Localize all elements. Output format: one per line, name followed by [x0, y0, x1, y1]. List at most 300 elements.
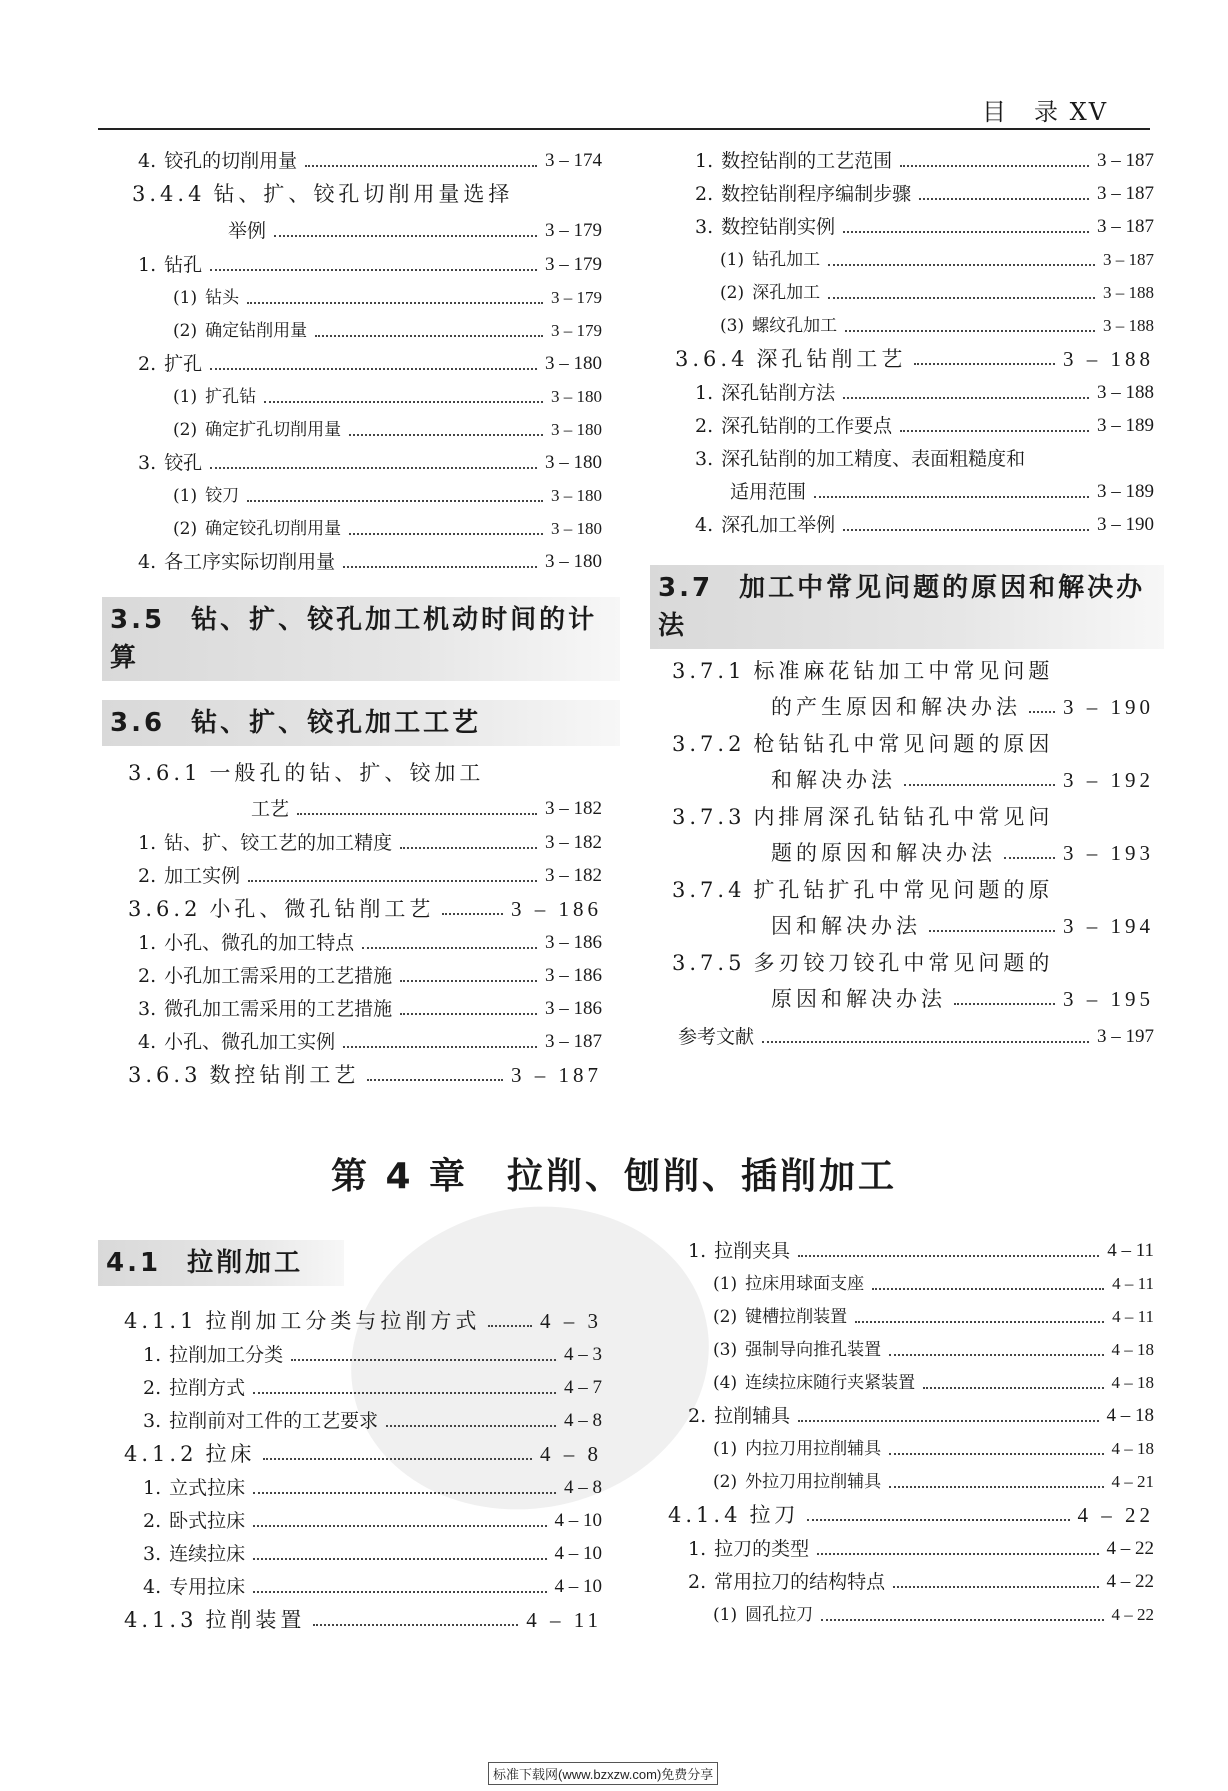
toc-entry-title: 拉削前对工件的工艺要求: [169, 1410, 379, 1432]
toc-entry-number: 1.: [688, 1538, 707, 1560]
toc-entry-title: 深孔加工: [752, 283, 821, 303]
toc-entry-page: 3 – 179: [551, 321, 602, 340]
toc-entry-title: 拉床: [205, 1442, 256, 1466]
toc-entry-number: (3): [720, 316, 745, 336]
toc-entry-number: (1): [173, 288, 198, 308]
toc-entry: [688, 1571, 1154, 1593]
toc-leader-dots: [843, 397, 1089, 399]
toc-left-bottom: [98, 762, 602, 1102]
toc-entry-title: 因和解决办法: [771, 914, 921, 938]
toc-leader-dots: [400, 847, 537, 849]
toc-entry-page: 3 – 182: [545, 798, 602, 819]
toc-entry-number: 3.7.2: [672, 732, 746, 756]
toc-entry-number: (2): [173, 420, 198, 440]
toc-ch4-left: [98, 1225, 602, 1645]
toc-entry-number: 3.: [695, 448, 714, 470]
toc-entry: [713, 1372, 1154, 1394]
toc-entry: [173, 287, 602, 309]
toc-entry-page: 3 – 189: [1097, 481, 1154, 502]
toc-entry-title: 加工实例: [164, 865, 241, 887]
toc-leader-dots: [954, 1003, 1055, 1005]
toc-entry-page: 4 – 22: [1106, 1538, 1154, 1559]
toc-entry-title: 深孔钻削方法: [721, 382, 836, 404]
toc-leader-dots: [855, 1321, 1104, 1323]
toc-leader-dots: [253, 1492, 556, 1494]
toc-entry-title: 深孔钻削的加工精度、表面粗糙度和: [721, 448, 1026, 470]
toc-entry-page: 3 – 180: [551, 519, 602, 538]
toc-entry-title: 扩孔钻扩孔中常见问题的原: [753, 878, 1054, 902]
toc-entry: [713, 1273, 1154, 1295]
toc-entry-number: 1.: [688, 1240, 707, 1262]
toc-entry-page: 4 – 11: [526, 1608, 602, 1632]
toc-leader-dots: [343, 566, 537, 568]
toc-entry: [132, 183, 602, 205]
toc-leader-dots: [807, 1519, 1069, 1521]
toc-leader-dots: [386, 1425, 556, 1427]
toc-entry: [763, 769, 1154, 791]
toc-leader-dots: [247, 302, 543, 304]
toc-entry-number: 4.1.2: [124, 1442, 198, 1466]
toc-entry-title: 确定扩孔切削用量: [205, 420, 342, 440]
toc-entry: [124, 1609, 602, 1631]
toc-leader-dots: [889, 1354, 1103, 1356]
toc-entry-title: 钻、扩、铰工艺的加工精度: [164, 832, 393, 854]
toc-entry-number: (2): [720, 283, 745, 303]
toc-entry-page: 3 – 180: [545, 452, 602, 473]
toc-entry-page: 3 – 186: [545, 965, 602, 986]
toc-entry-page: 3 – 180: [545, 551, 602, 572]
toc-entry: [695, 382, 1154, 404]
toc-entry: [173, 419, 602, 441]
toc-entry-page: 3 – 190: [1063, 695, 1154, 719]
toc-entry-page: 4 – 8: [564, 1410, 602, 1431]
toc-entry-title: 题的原因和解决办法: [771, 841, 996, 865]
toc-entry: [138, 998, 602, 1020]
toc-entry: [720, 315, 1154, 337]
toc-leader-dots: [904, 784, 1055, 786]
toc-entry-title: 小孔、微孔钻削工艺: [209, 897, 435, 921]
toc-leader-dots: [367, 1079, 503, 1081]
toc-leader-dots: [1029, 711, 1055, 713]
toc-entry-number: 2.: [695, 183, 714, 205]
toc-entry-page: 3 – 182: [545, 865, 602, 886]
toc-entry: [675, 348, 1154, 370]
toc-leader-dots: [297, 813, 537, 815]
toc-leader-dots: [313, 1624, 518, 1626]
section-3-7: [650, 565, 1164, 649]
toc-left-top: [98, 150, 602, 590]
toc-entry-page: 4 – 11: [1112, 1274, 1154, 1293]
toc-entry-number: 2.: [695, 415, 714, 437]
toc-entry-number: (2): [713, 1307, 738, 1327]
toc-entry-page: 3 – 190: [1097, 514, 1154, 535]
toc-entry-page: 3 – 186: [545, 998, 602, 1019]
toc-entry-page: 4 – 3: [540, 1309, 602, 1333]
toc-entry-title: 铰孔: [164, 452, 203, 474]
toc-entry-title: 和解决办法: [771, 768, 896, 792]
toc-leader-dots: [845, 330, 1095, 332]
toc-entry: [124, 1310, 602, 1332]
toc-leader-dots: [247, 500, 543, 502]
toc-entry: [713, 1339, 1154, 1361]
toc-leader-dots: [821, 1619, 1103, 1621]
toc-entry-title: 螺纹孔加工: [752, 316, 838, 336]
toc-leader-dots: [817, 1553, 1098, 1555]
toc-leader-dots: [274, 235, 537, 237]
toc-entry: [143, 1410, 602, 1432]
toc-entry-title: 标准麻花钻加工中常见问题: [753, 659, 1054, 683]
toc-entry-page: 3 – 187: [1097, 183, 1154, 204]
toc-leader-dots: [1004, 857, 1055, 859]
toc-entry-number: 4.1.4: [668, 1503, 742, 1527]
toc-entry-page: 3 – 193: [1063, 841, 1154, 865]
toc-entry: [128, 898, 602, 920]
toc-entry-page: 3 – 174: [545, 150, 602, 171]
toc-entry: [668, 1504, 1154, 1526]
toc-entry-title: 拉削方式: [169, 1377, 246, 1399]
toc-entry: [143, 1576, 602, 1598]
toc-entry-number: 4.1.3: [124, 1608, 198, 1632]
toc-entry-page: 3 – 187: [545, 1031, 602, 1052]
toc-entry: [143, 1344, 602, 1366]
toc-entry-page: 4 – 22: [1111, 1605, 1154, 1624]
toc-entry-title: 铰孔的切削用量: [164, 150, 298, 172]
toc-entry-page: 3 – 195: [1063, 987, 1154, 1011]
toc-entry-page: 3 – 187: [511, 1063, 602, 1087]
toc-entry-title: 钻、扩、铰孔切削用量选择: [213, 182, 514, 206]
toc-entry: [138, 551, 602, 573]
toc-entry-title: 举例: [228, 220, 267, 242]
toc-entry: [138, 150, 602, 172]
toc-leader-dots: [263, 1458, 532, 1460]
toc-entry-title: 确定铰孔切削用量: [205, 519, 342, 539]
toc-entry-number: 4.1.1: [124, 1309, 198, 1333]
toc-entry-title: 圆孔拉刀: [745, 1605, 814, 1625]
toc-right-bottom: [650, 660, 1154, 1060]
toc-entry-page: 3 – 182: [545, 832, 602, 853]
toc-leader-dots: [349, 533, 543, 535]
toc-entry-number: (4): [713, 1373, 738, 1393]
toc-entry-page: 4 – 7: [564, 1377, 602, 1398]
toc-entry-number: (1): [173, 387, 198, 407]
toc-entry-page: 4 – 3: [564, 1344, 602, 1365]
section-4-1-number: 4.1: [106, 1248, 162, 1278]
toc-entry-page: 4 – 22: [1106, 1571, 1154, 1592]
toc-entry-number: (2): [713, 1472, 738, 1492]
toc-entry-title: 连续拉床随行夹紧装置: [745, 1373, 916, 1393]
toc-entry-number: 4.: [138, 1031, 157, 1053]
toc-ch4-right: [668, 1225, 1154, 1645]
toc-leader-dots: [798, 1255, 1099, 1257]
toc-entry: [713, 1471, 1154, 1493]
toc-entry-number: (3): [713, 1340, 738, 1360]
section-3-5-title: 钻、扩、铰孔加工机动时间的计算: [110, 605, 598, 673]
toc-entry-number: 3.: [143, 1410, 162, 1432]
toc-entry-title: 枪钻钻孔中常见问题的原因: [753, 732, 1054, 756]
toc-entry-title: 内排屑深孔钻钻孔中常见问: [753, 805, 1054, 829]
toc-entry: [695, 183, 1154, 205]
chapter-title: 第 4 章 拉削、刨削、插削加工: [330, 1156, 898, 1197]
toc-entry-title: 多刃铰刀铰孔中常见问题的: [753, 951, 1054, 975]
toc-leader-dots: [893, 1586, 1098, 1588]
toc-entry: [672, 952, 1154, 974]
toc-entry-title: 外拉刀用拉削辅具: [745, 1472, 882, 1492]
toc-entry-title: 微孔加工需采用的工艺措施: [164, 998, 393, 1020]
toc-right-top: [650, 150, 1154, 550]
toc-entry: [688, 1240, 1154, 1262]
section-3-6-title: 钻、扩、铰孔加工工艺: [191, 708, 482, 738]
toc-entry: [173, 320, 602, 342]
toc-entry-title: 强制导向推孔装置: [745, 1340, 882, 1360]
toc-entry-number: 2.: [138, 353, 157, 375]
section-3-5-number: 3.5: [110, 605, 166, 635]
toc-entry-page: 3 – 186: [511, 897, 602, 921]
toc-entry-title: 小孔加工需采用的工艺措施: [164, 965, 393, 987]
toc-entry-number: 3.: [695, 216, 714, 238]
toc-leader-dots: [349, 434, 543, 436]
toc-entry-title: 钻孔加工: [752, 250, 821, 270]
toc-entry: [722, 481, 1154, 503]
toc-entry-number: 1.: [143, 1477, 162, 1499]
toc-entry-title: 小孔、微孔加工实例: [164, 1031, 336, 1053]
toc-entry-page: 4 – 8: [564, 1477, 602, 1498]
toc-entry-title: 拉刀的类型: [714, 1538, 810, 1560]
toc-entry-page: 3 – 188: [1103, 316, 1154, 335]
toc-leader-dots: [923, 1387, 1103, 1389]
toc-entry-title: 深孔钻削的工作要点: [721, 415, 893, 437]
toc-entry: [688, 1405, 1154, 1427]
toc-entry: [138, 932, 602, 954]
toc-entry-number: 3.6.1: [128, 761, 202, 785]
toc-entry: [143, 1543, 602, 1565]
toc-entry-page: 3 – 180: [545, 353, 602, 374]
toc-entry-page: 4 – 18: [1111, 1439, 1154, 1458]
toc-entry-number: 1.: [695, 150, 714, 172]
toc-entry-page: 4 – 11: [1112, 1307, 1154, 1326]
toc-entry-page: 3 – 179: [551, 288, 602, 307]
toc-entry-title: 确定钻削用量: [205, 321, 308, 341]
toc-entry-title: 拉削辅具: [714, 1405, 791, 1427]
toc-entry-title: 数控钻削的工艺范围: [721, 150, 893, 172]
toc-entry-title: 连续拉床: [169, 1543, 246, 1565]
toc-entry-number: 3.4.4: [132, 182, 206, 206]
toc-entry-title: 常用拉刀的结构特点: [714, 1571, 886, 1593]
toc-leader-dots: [919, 198, 1089, 200]
toc-entry-number: 2.: [688, 1405, 707, 1427]
toc-entry-page: 4 – 18: [1111, 1340, 1154, 1359]
toc-leader-dots: [210, 368, 537, 370]
toc-entry-number: 2.: [688, 1571, 707, 1593]
toc-entry-title: 深孔加工举例: [721, 514, 836, 536]
toc-entry-number: 2.: [143, 1510, 162, 1532]
section-3-5: [102, 597, 620, 681]
toc-entry: [763, 988, 1154, 1010]
toc-leader-dots: [253, 1525, 546, 1527]
toc-entry: [672, 879, 1154, 901]
toc-entry: [672, 806, 1154, 828]
toc-entry-title: 小孔、微孔的加工特点: [164, 932, 355, 954]
toc-entry-title: 各工序实际切削用量: [164, 551, 336, 573]
toc-leader-dots: [872, 1288, 1104, 1290]
toc-leader-dots: [210, 269, 537, 271]
toc-entry: [695, 216, 1154, 238]
toc-entry-page: 3 – 187: [1097, 216, 1154, 237]
toc-entry-title: 数控钻削实例: [721, 216, 836, 238]
toc-entry-number: 4.: [695, 514, 714, 536]
toc-entry-page: 4 – 10: [554, 1576, 602, 1597]
toc-entry-page: 3 – 187: [1103, 250, 1154, 269]
toc-leader-dots: [253, 1392, 556, 1394]
toc-entry: [695, 514, 1154, 536]
toc-entry-number: (1): [713, 1439, 738, 1459]
toc-entry-number: 1.: [695, 382, 714, 404]
toc-entry-page: 4 – 22: [1077, 1503, 1154, 1527]
toc-leader-dots: [929, 930, 1055, 932]
toc-entry: [713, 1604, 1154, 1626]
toc-entry: [243, 798, 602, 820]
toc-entry-page: 3 – 194: [1063, 914, 1154, 938]
toc-entry-number: 3.6.3: [128, 1063, 202, 1087]
toc-entry-title: 的产生原因和解决办法: [771, 695, 1021, 719]
toc-leader-dots: [900, 430, 1089, 432]
toc-entry-number: 3.: [143, 1543, 162, 1565]
toc-entry: [713, 1306, 1154, 1328]
toc-entry-number: 3.7.4: [672, 878, 746, 902]
toc-entry: [688, 1538, 1154, 1560]
toc-entry-title: 专用拉床: [169, 1576, 246, 1598]
toc-entry: [695, 415, 1154, 437]
toc-leader-dots: [814, 496, 1089, 498]
toc-entry-number: (1): [713, 1274, 738, 1294]
toc-entry-page: 4 – 21: [1111, 1472, 1154, 1491]
toc-entry-title: 一般孔的钻、扩、铰加工: [209, 761, 485, 785]
section-3-7-number: 3.7: [658, 573, 714, 603]
toc-entry-title: 拉床用球面支座: [745, 1274, 865, 1294]
toc-entry: [720, 249, 1154, 271]
toc-entry-title: 适用范围: [730, 481, 807, 503]
toc-leader-dots: [762, 1041, 1089, 1043]
toc-entry-title: 深孔钻削工艺: [756, 347, 907, 371]
toc-leader-dots: [798, 1420, 1098, 1422]
toc-entry-title: 原因和解决办法: [771, 987, 946, 1011]
toc-entry: [138, 452, 602, 474]
toc-entry-title: 拉削加工分类与拉削方式: [205, 1309, 481, 1333]
toc-entry-number: 4.: [138, 150, 157, 172]
toc-leader-dots: [343, 1046, 537, 1048]
toc-entry-title: 扩孔: [164, 353, 203, 375]
section-3-6-number: 3.6: [110, 708, 166, 738]
toc-leader-dots: [828, 264, 1095, 266]
toc-entry-page: 3 – 188: [1063, 347, 1154, 371]
toc-entry: [173, 386, 602, 408]
toc-entry: [138, 832, 602, 854]
toc-leader-dots: [253, 1558, 546, 1560]
toc-entry: [128, 1064, 602, 1086]
toc-entry-title: 数控钻削工艺: [209, 1063, 360, 1087]
toc-leader-dots: [210, 467, 537, 469]
toc-entry: [672, 733, 1154, 755]
toc-entry-title: 拉削加工分类: [169, 1344, 284, 1366]
toc-entry: [138, 865, 602, 887]
toc-entry-title: 工艺: [251, 798, 290, 820]
toc-entry-title: 拉削装置: [205, 1608, 306, 1632]
toc-entry-number: 4.: [143, 1576, 162, 1598]
toc-leader-dots: [315, 335, 543, 337]
toc-entry-number: 2.: [138, 965, 157, 987]
toc-entry-number: 3.6.4: [675, 347, 749, 371]
toc-entry: [220, 220, 602, 242]
section-4-1-title: 拉削加工: [187, 1248, 304, 1278]
toc-entry-title: 数控钻削程序编制步骤: [721, 183, 912, 205]
toc-entry-page: 4 – 8: [540, 1442, 602, 1466]
toc-entry: [128, 762, 602, 784]
toc-entry: [173, 485, 602, 507]
toc-entry-page: 4 – 10: [554, 1543, 602, 1564]
toc-entry-number: (2): [173, 321, 198, 341]
toc-entry-number: 1.: [138, 832, 157, 854]
toc-leader-dots: [264, 401, 543, 403]
toc-entry-number: 1.: [138, 932, 157, 954]
toc-entry: [138, 965, 602, 987]
toc-entry-page: 3 – 179: [545, 220, 602, 241]
toc-entry: [138, 1031, 602, 1053]
toc-entry-page: 3 – 192: [1063, 768, 1154, 792]
header-rule: [98, 128, 1150, 130]
toc-entry-number: 3.7.3: [672, 805, 746, 829]
toc-entry-page: 4 – 10: [554, 1510, 602, 1531]
toc-entry: [143, 1510, 602, 1532]
toc-entry-number: 2.: [143, 1377, 162, 1399]
toc-entry: [713, 1438, 1154, 1460]
toc-entry: [138, 254, 602, 276]
toc-entry-number: 1.: [143, 1344, 162, 1366]
toc-entry-title: 键槽拉削装置: [745, 1307, 848, 1327]
toc-entry: [763, 842, 1154, 864]
toc-entry: [695, 150, 1154, 172]
toc-leader-dots: [900, 165, 1089, 167]
toc-leader-dots: [362, 947, 537, 949]
toc-entry-number: 3.: [138, 452, 157, 474]
toc-entry-number: 4.: [138, 551, 157, 573]
toc-entry-number: (1): [173, 486, 198, 506]
section-3-6: [102, 700, 620, 746]
toc-entry: [763, 696, 1154, 718]
toc-entry-title: 参考文献: [678, 1026, 755, 1048]
toc-entry: [173, 518, 602, 540]
running-header: 目 录 XV: [982, 98, 1109, 126]
toc-leader-dots: [400, 980, 537, 982]
toc-entry-title: 拉削夹具: [714, 1240, 791, 1262]
toc-entry-number: (1): [713, 1605, 738, 1625]
toc-entry-title: 扩孔钻: [205, 387, 257, 407]
toc-entry-number: 3.7.5: [672, 951, 746, 975]
toc-entry-page: 3 – 179: [545, 254, 602, 275]
toc-entry-number: 1.: [138, 254, 157, 276]
toc-entry-title: 拉刀: [749, 1503, 800, 1527]
toc-entry-page: 3 – 187: [1097, 150, 1154, 171]
toc-entry: [670, 1026, 1154, 1048]
footer-link[interactable]: 标准下载网(www.bzxzw.com)免费分享: [488, 1762, 718, 1785]
toc-entry-title: 卧式拉床: [169, 1510, 246, 1532]
toc-entry-number: 2.: [138, 865, 157, 887]
toc-entry-page: 3 – 180: [551, 387, 602, 406]
toc-leader-dots: [843, 231, 1089, 233]
toc-entry: [720, 282, 1154, 304]
toc-entry-title: 钻孔: [164, 254, 203, 276]
section-3-7-title: 加工中常见问题的原因和解决办法: [658, 573, 1146, 641]
toc-entry: [143, 1477, 602, 1499]
toc-entry-page: 3 – 188: [1103, 283, 1154, 302]
